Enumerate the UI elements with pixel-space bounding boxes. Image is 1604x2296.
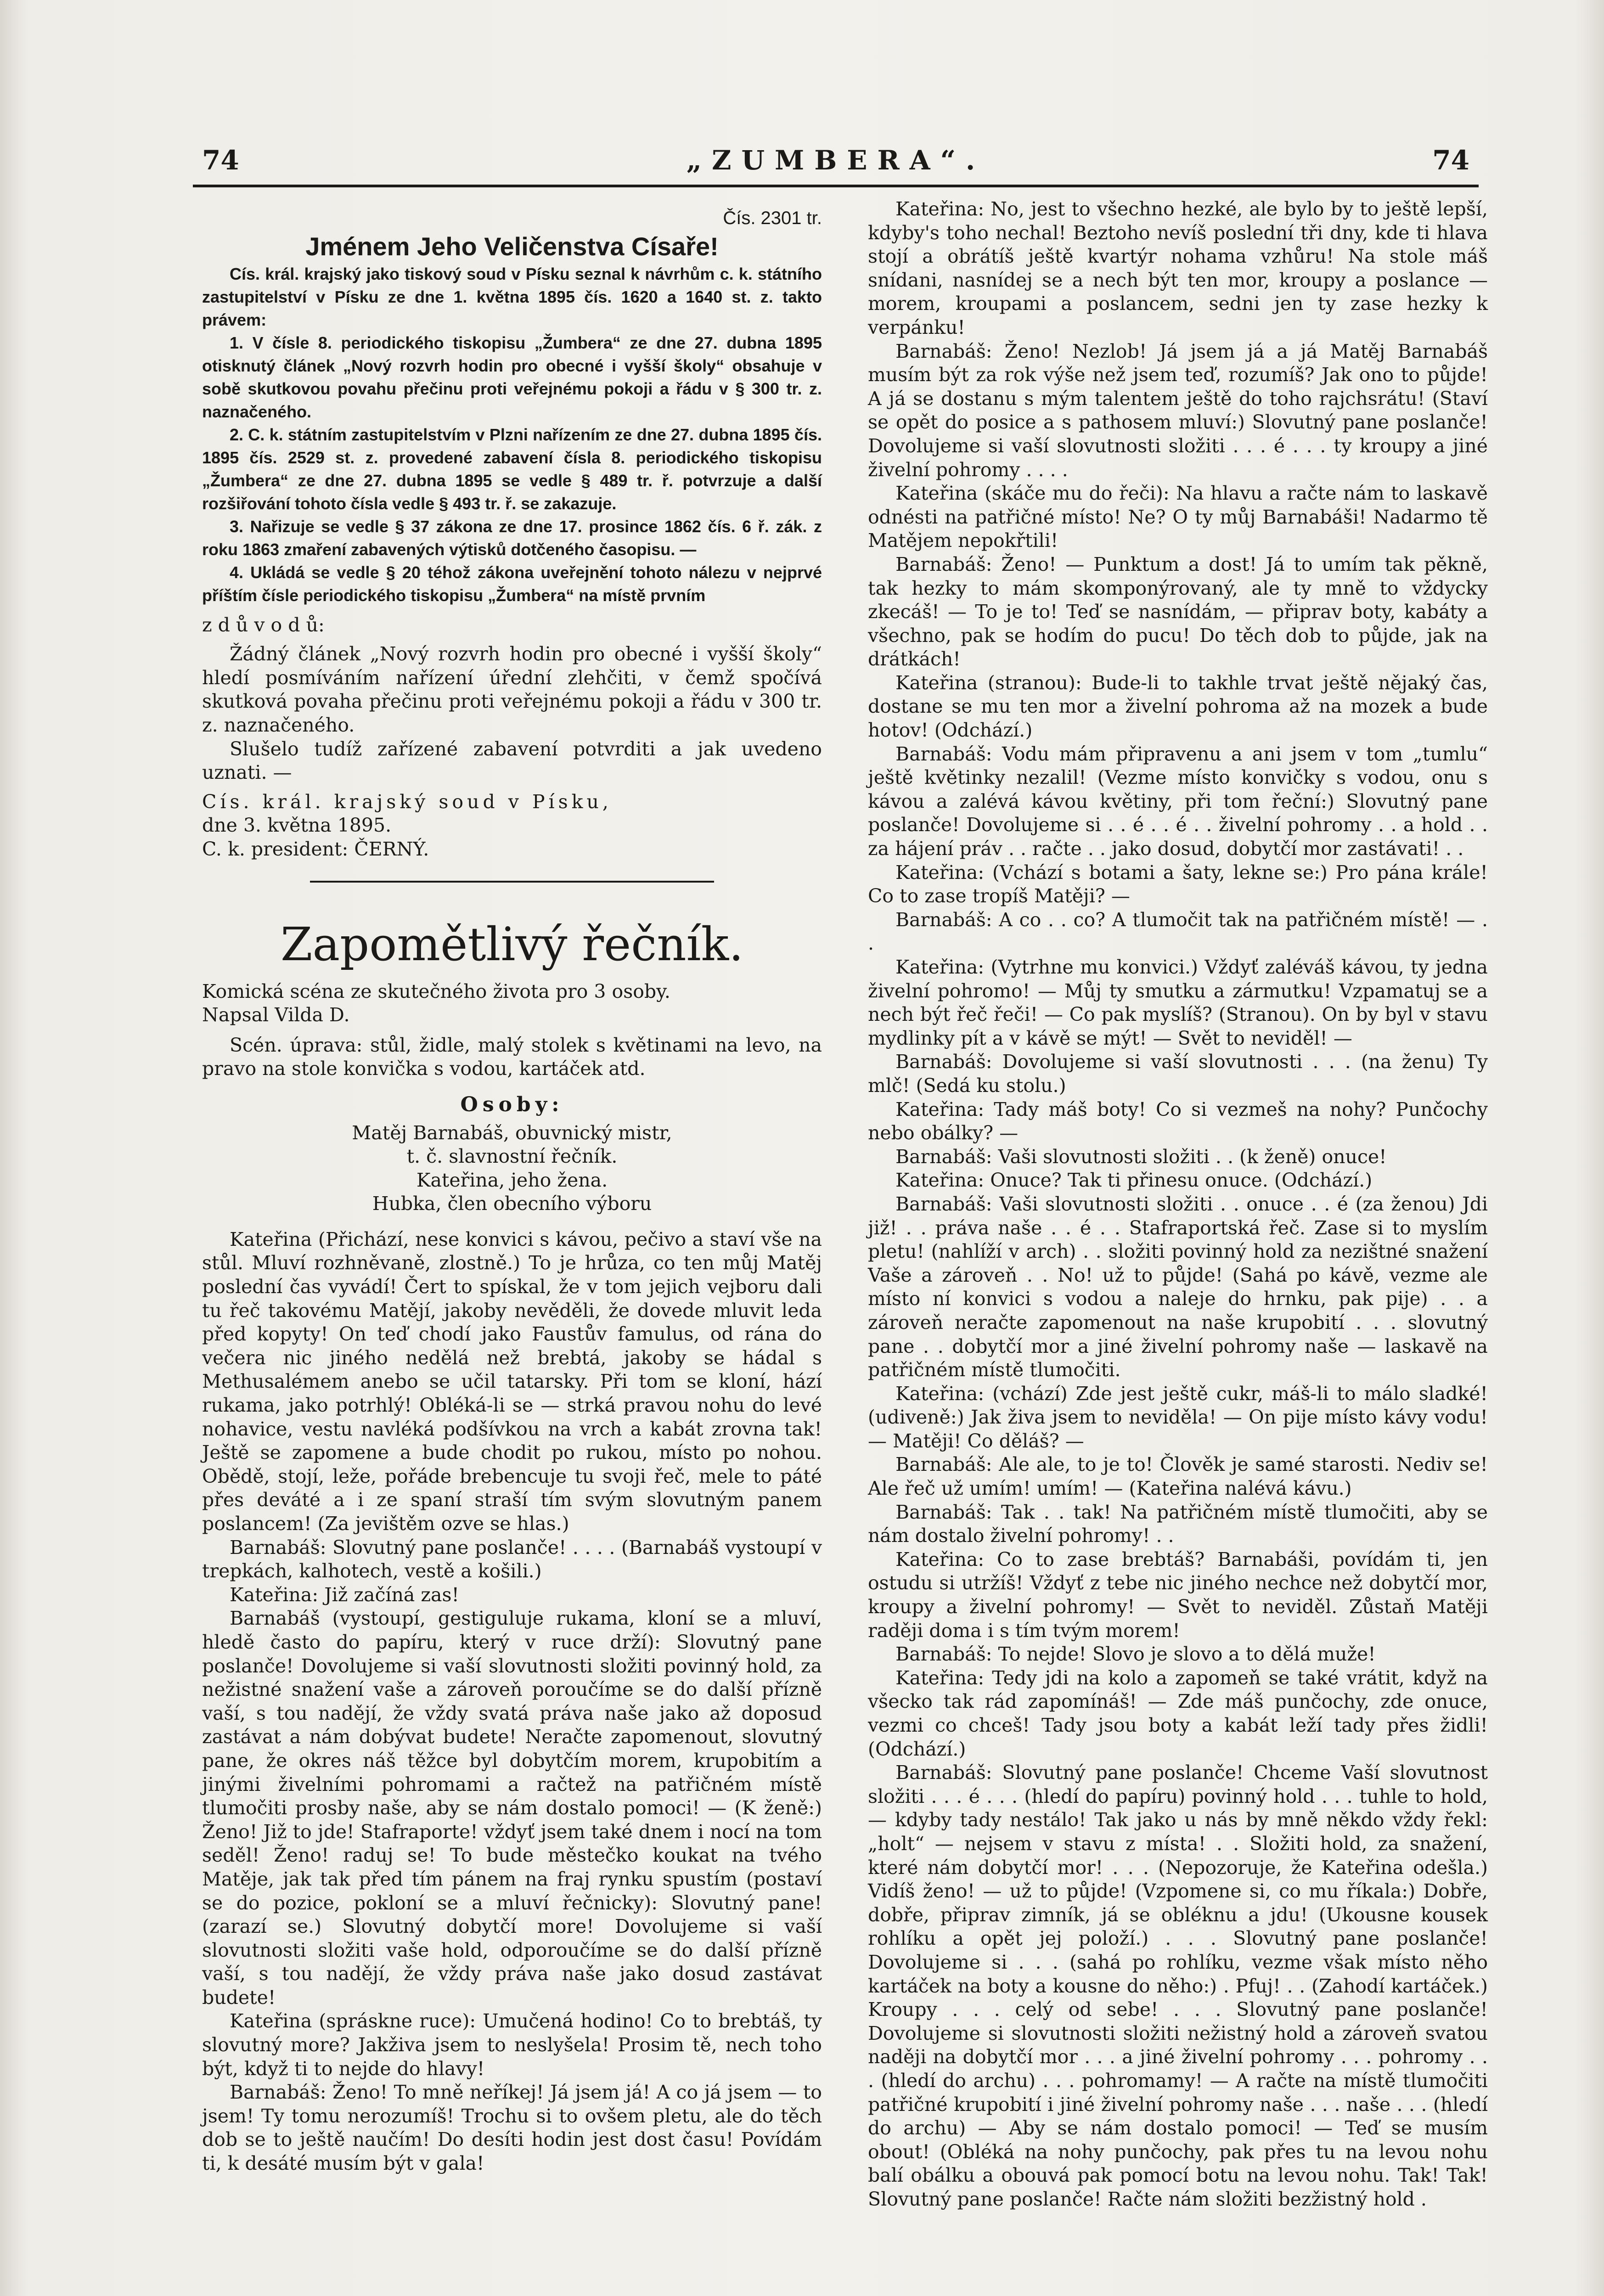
header-rule	[193, 185, 1479, 187]
dialogue-line: Kateřina: Co to zase brebtáš? Barnabáši, povídám ti, jen ostudu si utržíš! Vždyť z tebe nic jiného nechce než dobytčí mor, kroupy a živelní pohromy! — Svět to neviděl. Zůstaň Matěji raději doma i s tím tvým morem!	[868, 1548, 1488, 1642]
dialogue-line: Barnabáš: Ženo! — Punktum a dost! Já to umím tak pěkně, tak hezky to mám skomponýrovaný, ale ty mně to vždycky zkecáš! — To je to! Teď se nasnídám, — připrav boty, kabáty a všechno, pak se hodím do pucu! Do těch dob to půjde, jak na drátkách!	[868, 553, 1488, 670]
dialogue-line: Kateřina (stranou): Bude-li to takhle trvat ještě nějaký čas, dostane se mu ten mor a živelní pohroma až na mozek a bude hotov! (Odchází.)	[868, 671, 1488, 742]
right-column	[868, 197, 1488, 2211]
dialogue-line: Kateřina (skáče mu do řeči): Na hlavu a račte nám to laskavě odnésti na patřičné místo! Ne? O ty můj Barnabáši! Nadarmo tě Matějem nepokřtili!	[868, 482, 1488, 552]
section-separator	[310, 881, 714, 883]
dialogue-line: Barnabáš: Slovutný pane poslanče! Chceme Vaší slovutnost složiti . . . é . . . (hledí do papíru) povinný hold . . . tuhle to hold, — kdyby tady nestálo! Tak jako u nás by mně někdo vždy řekl: „holt“ — nejsem v stavu z místa! . . Složiti hold, za snažení, které nám dobytčí mor! . . . (Nepozoruje, že Kateřina odešla.) Vidíš ženo! — už to půjde! (Vzpomene si, co mu říkala:) Dobře, dobře, připrav zimník, já se obléknu a jdu! (Ukousne kousek rohlíku a opět jej položí.) . . . Slovutný pane poslanče! Dovolujeme si . . . (sahá po rohlíku, vezme však místo něho kartáček na boty a kousne do něho:) . Pfuj! . . (Zahodí kartáček.) Kroupy . . . celý od sebe! . . . Slovutný pane poslanče! Dovolujeme si slovutnosti složiti nežistný hold a zároveň svatou naději na dobytčí mor . . . a jiné živelní pohromy . . . pohromy . . . (hledí do archu) . . . pohromamy! — A račte na místě tlumočiti patřičné krupobití i jiné živelní pohromy naše . . . naše . . . (hledí do archu) — Aby se nám dostalo pomoci! — Teď se musím obout! (Obléká na nohy punčochy, pak přes tu na levou nohu balí obálku a obouvá pak pomocí botu na levou nohu. Tak! Tak! Slovutný pane poslanče! Račte nám složiti bezžistný hold .	[868, 1761, 1488, 2210]
decree-heading: Jménem Jeho Veličenstva Císaře!	[305, 231, 719, 261]
page-number-right: 74	[1432, 145, 1469, 176]
cast-member: Matěj Barnabáš, obuvnický mistr,	[352, 1121, 672, 1144]
dialogue-line: Barnabáš: Ženo! To mně neříkej! Já jsem já! A co já jsem — to jsem! Ty tomu nerozumíš! Trochu si to ovšem pletu, ale do těch dob se to ještě naučím! Do desíti hodin jest dost času! Povídám ti, k desáté musím být v gala!	[202, 2081, 822, 2175]
decree-date: dne 3. května 1895.	[202, 814, 392, 837]
stage-directions: Scén. úprava: stůl, židle, malý stolek s květinami na levo, na pravo na stole konvička s vodou, kartáček atd.	[202, 1034, 822, 1080]
dialogue-line: Kateřina: (Vchází s botami a šaty, lekne se:) Pro pána krále! Co to zase tropíš Matěji? —	[868, 861, 1488, 907]
cast-heading: Osoby:	[460, 1092, 564, 1116]
decree-body	[202, 263, 822, 607]
dialogue-line: Kateřina: No, jest to všechno hezké, ale bylo by to ještě lepší, kdyby's toho nechal! Beztoho nevíš poslední tři dny, kde ti hlava stojí a obrátíš ještě kvartýr nohama vzhůru! Na stole máš snídani, nasnídej se a nech být ten mor, kroupy a poslance — morem, kroupami a poslancem, sedni jen ty zase hezky k verpánku!	[868, 198, 1488, 338]
play-subtitle: Komická scéna ze skutečného života pro 3 osoby.	[202, 980, 670, 1002]
journal-title: „ZUMBERA“.	[686, 145, 985, 176]
cast-member: Hubka, člen obecního výboru	[372, 1193, 652, 1215]
decree-paragraph: 3. Nařizuje se vedle § 37 zákona ze dne 17. prosince 1862 čís. 6 ř. zák. z roku 1863 zmaření zabavených výtisků dotčeného časopisu. —	[202, 517, 822, 559]
dialogue-line: Kateřina (Přichází, nese konvici s kávou, pečivo a staví vše na stůl. Mluví rozhněvaně, zlostně.) To je hrůza, co ten můj Matěj poslední čas vyvádí! Čert to spískal, že v tom jejich vejboru dali tu řeč takovému Matějí, jakoby nevěděli, že dovede mluvit leda před kopyty! On teď chodí jako Faustův famulus, od rána do večera nic jiného nedělá než brebtá, jakoby se hádal s Methusalémem anebo se učil tatarsky. Při tom se kloní, hází rukama, jako potrhlý! Obléká-li se — strká pravou nohu do levé nohavice, vestu navléká podšívkou na vrch a kabát zrovna tak! Ještě se zapomene a bude chodit po rukou, místo po nohou. Obědě, stojí, leže, pořáde brebencuje tu svoji řeč, mele to páté přes deváté a i ze spaní straší tím svým slovutným panem poslancem! (Za jevištěm ozve se hlas.)	[202, 1228, 822, 1535]
dialogue-line: Barnabáš (vystoupí, gestiguluje rukama, kloní se a mluví, hledě často do papíru, který v ruce drží): Slovutný pane poslanče! Dovolujeme si vaší slovutnosti složiti povinný hold, za nežistné snažení vaše a zároveň poroučíme se do další přízně vaší, s tou nadějí, že vždy svatá práva naše jako až doposud zastávat a nám dobývat budete! Neračte zapomenout, slovutný pane, že okres náš těžce byl dobytčím morem, krupobitím a jinými živelními pohromami a račtež na patřičném místě tlumočiti prosby naše, aby se nám dostalo pomoci! — (K ženě:) Ženo! Již to jde! Stafraporte! vždyť jsem také dnem i nocí na tom seděl! Ženo! raduj se! To bude městečko koukat na tvého Matěje, jak tak před tím pánem na fraj rynku spustím (postaví se do pozice, pokloní se a mluví řečnicky): Slovutný pane! (zarazí se.) Slovutný dobytčí more! Dovolujeme si vaší slovutnosti složiti vaše hold, odporoučíme se do další přízně vaší, s tou nadějí, že vždy práva naše jako dosud zastávat budete!	[202, 1607, 822, 2009]
dialogue-line: Barnabáš: Vodu mám připravenu a ani jsem v tom „tumlu“ ještě květinky nezalil! (Vezme místo konvičky s vodou, onu s kávou a zalévá kávou květiny, při tom řeční:) Slovutný pane poslanče! Dovolujeme si . . é . . é . . živelní pohromy . . a hold . . za hájení práv . . račte . . jako dosud, dobytčí mor zastávati! . .	[868, 743, 1488, 860]
dialogue-line: Kateřina (spráskne ruce): Umučená hodino! Co to brebtáš, ty slovutný more? Jakživa jsem to neslyšela! Prosim tě, nech toho být, když ti to nejde do hlavy!	[202, 2010, 822, 2080]
dialogue-line: Barnabáš: Dovolujeme si vaší slovutnosti . . . (na ženu) Ty mlč! (Sedá ku stolu.)	[868, 1051, 1488, 1097]
cast-member: t. č. slavnostní řečník.	[406, 1145, 618, 1168]
page-number-left: 74	[202, 145, 239, 176]
decree-number: Čís. 2301 tr.	[723, 208, 822, 228]
dialogue-line: Barnabáš: A co . . co? A tlumočit tak na patřičném místě! — . .	[868, 908, 1488, 955]
play-title: Zapomětlivý řečník.	[280, 917, 743, 971]
president-signature: C. k. president: ČERNÝ.	[202, 838, 429, 860]
dialogue-line: Barnabáš: Ženo! Nezlob! Já jsem já a já Matěj Barnabáš musím být za rok výše než jsem teď, rozumíš? Jak ono to půjde! A já se dostanu s mým talentem ještě do toho rajchsrátu! (Staví se opět do posice a s pathosem mluví:) Slovutný pane poslanče! Dovolujeme si vaší slovutnosti složiti . . . é . . . ty kroupy a jiné živelní pohromy . . . .	[868, 340, 1488, 481]
dialogue-line: Kateřina: (vchází) Zde jest ještě cukr, máš-li to málo sladké! (udiveně:) Jak živa jsem to neviděla! — On pije místo kávy vodu! — Matěji! Co děláš? —	[868, 1382, 1488, 1452]
decree-paragraph: Cís. král. krajský jako tiskový soud v Písku seznal k návrhům c. k. státního zastupitelství v Písku ze dne 1. května 1895 čís. 1620 a 1640 st. z. takto právem:	[202, 264, 822, 329]
page-header	[202, 140, 1469, 186]
dialogue-line: Barnabáš: Tak . . tak! Na patřičném místě tlumočiti, aby se nám dostalo živelní pohromy! . .	[868, 1501, 1488, 1547]
decree-paragraph: 2. C. k. státním zastupitelstvím v Plzni nařízením ze dne 27. dubna 1895 čís. 1895 čís. 2529 st. z. provedené zabavení čísla 8. periodického tiskopisu „Žumbera“ ze dne 27. dubna 1895 se vedle § 489 tr. ř. potvrzuje a další rozšiřování tohoto čísla vedle § 493 tr. ř. se zakazuje.	[202, 425, 822, 513]
dialogue-line: Barnabáš: Vaši slovutnosti složiti . . (k ženě) onuce!	[895, 1145, 1387, 1168]
reasons-heading: z d ů v o d ů:	[202, 613, 325, 636]
dialogue-line: Kateřina: Již začíná zas!	[230, 1583, 459, 1606]
dialogue-line: Kateřina: Tedy jdi na kolo a zapomeň se také vrátit, když na všecko tak rád zapomínáš! — Zde máš punčochy, zde onuce, vezmi co chceš! Tady jsou boty a kabát leží tady přes židli! (Odchází.)	[868, 1666, 1488, 1760]
left-column	[202, 197, 822, 2176]
cast-member: Kateřina, jeho žena.	[416, 1169, 608, 1191]
cast-list	[202, 1121, 822, 1216]
decree-reason: Slušelo tudíž zařízené zabavení potvrditi a jak uvedeno uznati. —	[202, 737, 822, 784]
dialogue-line: Barnabáš: Ale ale, to je to! Člověk je samé starosti. Nediv se! Ale řeč už umím! umím! — (Kateřina nalévá kávu.)	[868, 1453, 1488, 1500]
court-name: Cís. král. krajský soud v Písku,	[202, 790, 612, 813]
dialogue-line: Kateřina: Onuce? Tak ti přinesu onuce. (Odchází.)	[895, 1169, 1373, 1192]
dialogue-line: Kateřina: (Vytrhne mu konvici.) Vždyť zaléváš kávou, ty jedna živelní pohromo! — Můj ty smutku a zármutku! Vzpamatuj se a nech být řeč řeči! — Co pak myslíš? (Stranou). On by byl v stavu mydlinky pít a v kávě se mýt! — Svět to neviděl! —	[868, 956, 1488, 1049]
play-author: Napsal Vilda D.	[202, 1004, 350, 1026]
decree-paragraph: 4. Ukládá se vedle § 20 téhož zákona uveřejnění tohoto nálezu v nejprvé příštím čísle periodického tiskopisu „Žumbera“ na místě prvním	[202, 563, 822, 605]
dialogue-line: Barnabáš: Slovutný pane poslanče! . . . . (Barnabáš vystoupí v trepkách, kalhotech, vestě a košili.)	[202, 1536, 822, 1582]
dialogue-line: Barnabáš: Vaši slovutnosti složiti . . onuce . . é (za ženou) Jdi již! . . práva naše . . é . . Stafraportská řeč. Zase si to myslím pletu! (nahlíží v arch) . . složiti povinný hold za nezištné snažení Vaše a zároveň . . No! už to půjde! (Sahá po kávě, vezme ale místo ní konvici s vodou a naleje do hrnku, pak pije) . . a zároveň neračte zapomenout na naše krupobití . . . slovutný pane . . dobytčí mor a jiné živelní pohromy naše — laskavě na patřičném místě tlumočiti.	[868, 1193, 1488, 1381]
dialogue-line: Barnabáš: To nejde! Slovo je slovo a to dělá muže!	[895, 1643, 1376, 1666]
dialogue-line: Kateřina: Tady máš boty! Co si vezmeš na nohy? Punčochy nebo obálky? —	[868, 1098, 1488, 1144]
decree-paragraph: 1. V čísle 8. periodického tiskopisu „Žumbera“ ze dne 27. dubna 1895 otisknutý článek „Nový rozvrh hodin pro obecné i vyšší školy“ obsahuje v sobě skutkovou povahu přečinu proti veřejnému pokoji a řádu v § 300 tr. z. naznačeného.	[202, 333, 822, 421]
decree-reason: Žádný článek „Nový rozvrh hodin pro obecné i vyšší školy“ hledí posmíváním nařízení úřední zlehčiti, v čemž spočívá skutková povaha přečinu proti veřejnému pokoji a řádu v 300 tr. z. naznačeného.	[202, 643, 822, 736]
